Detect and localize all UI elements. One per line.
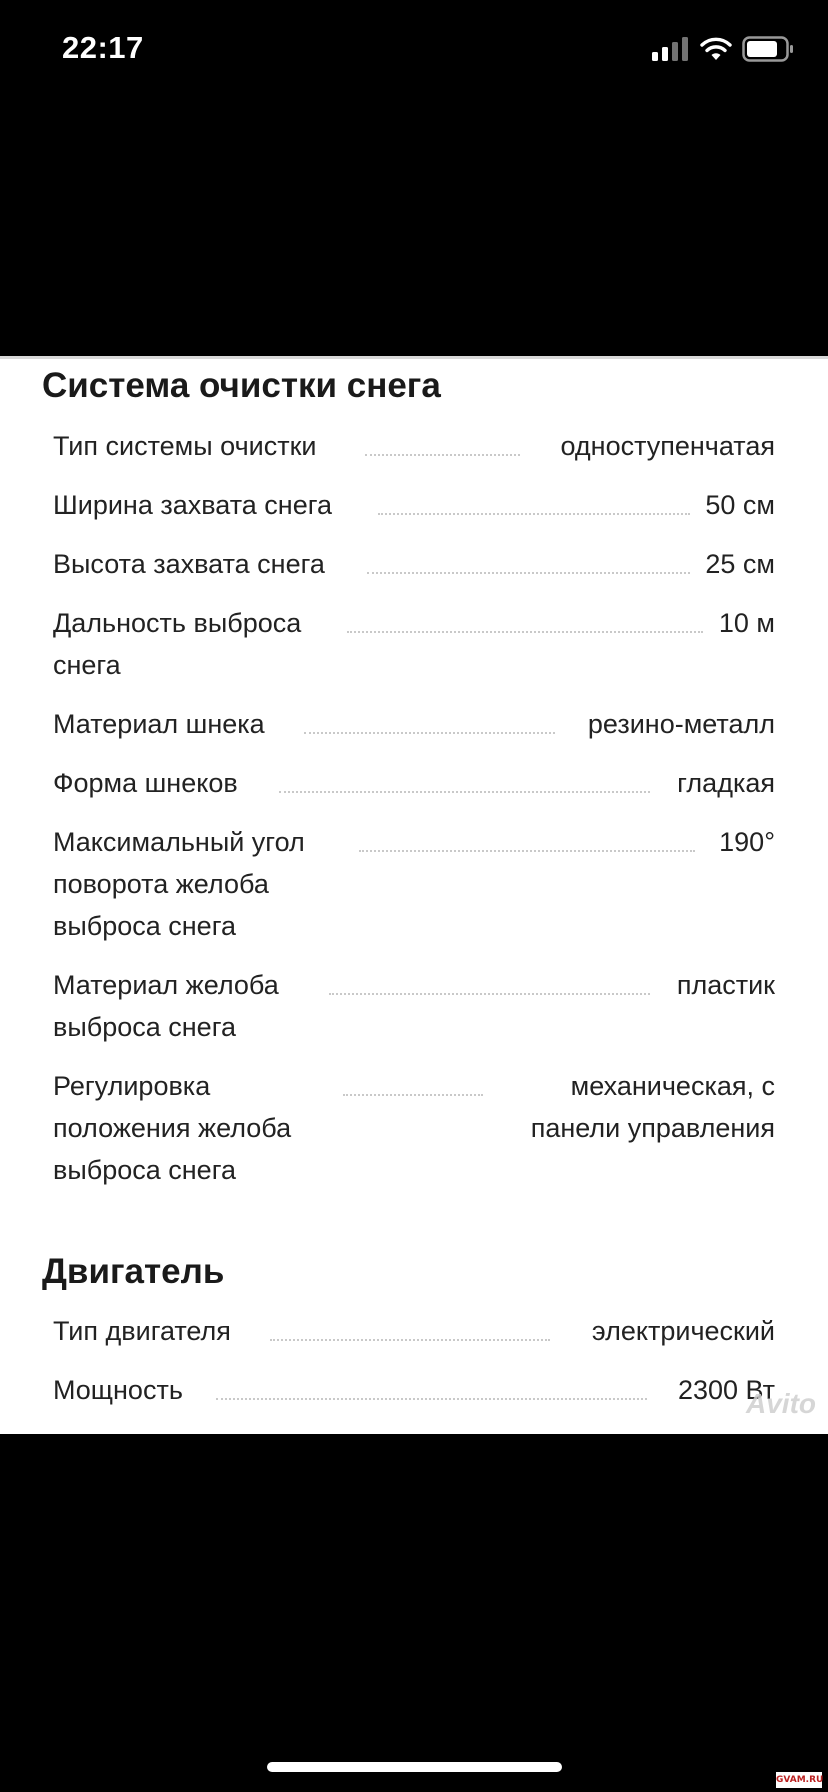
dot-leader <box>359 850 695 852</box>
spec-value: резино-металл <box>587 709 775 739</box>
corner-stamp-logo: GVAM.RU <box>776 1772 822 1788</box>
dot-leader <box>270 1339 550 1341</box>
wifi-icon <box>700 37 732 61</box>
section-title-engine: Двигатель <box>42 1252 225 1291</box>
spec-label: Ширина захвата снега <box>53 490 332 520</box>
spec-value: 190° <box>719 827 775 857</box>
spec-label: Материал шнека <box>53 709 265 739</box>
spec-label: Высота захвата снега <box>53 549 325 579</box>
battery-icon <box>742 36 794 62</box>
divider <box>0 356 828 359</box>
spec-label: Тип двигателя <box>53 1316 231 1346</box>
spec-label: Максимальный угол поворота желоба выброса снега <box>53 827 305 941</box>
spec-label: Тип системы очистки <box>53 431 317 461</box>
status-bar <box>0 0 828 100</box>
dot-leader <box>329 993 650 995</box>
spec-label: Мощность <box>53 1375 183 1405</box>
status-icons <box>652 36 794 62</box>
status-time: 22:17 <box>62 30 144 65</box>
spec-value: гладкая <box>677 768 775 798</box>
dot-leader <box>365 454 520 456</box>
dot-leader <box>367 572 690 574</box>
spec-value: 25 см <box>705 549 775 579</box>
avito-watermark-logo <box>746 1388 816 1420</box>
dot-leader <box>378 513 690 515</box>
section-title-snow-clearing: Система очистки снега <box>42 366 441 405</box>
spec-label: Форма шнеков <box>53 768 238 798</box>
dot-leader <box>304 732 555 734</box>
spec-value: одноступенчатая <box>560 431 775 461</box>
cellular-signal-icon <box>652 37 690 61</box>
dot-leader <box>279 791 650 793</box>
watermark-text: Avito <box>746 1388 816 1419</box>
home-indicator[interactable] <box>267 1762 562 1772</box>
spec-label: Материал желоба выброса снега <box>53 970 279 1042</box>
dot-leader <box>343 1094 483 1096</box>
spec-value: 10 м <box>718 608 775 638</box>
dot-leader <box>347 631 703 633</box>
dot-leader <box>216 1398 647 1400</box>
spec-screenshot <box>0 356 828 1434</box>
spec-value: 50 см <box>705 490 775 520</box>
spec-value: механическая, с панели управления <box>530 1071 775 1143</box>
spec-label: Регулировка положения желоба выброса снега <box>53 1071 292 1185</box>
spec-value: пластик <box>676 970 775 1000</box>
spec-label: Дальность выброса снега <box>53 608 302 680</box>
spec-value: электрический <box>591 1316 775 1346</box>
spec-value: 2300 Вт <box>677 1375 775 1405</box>
